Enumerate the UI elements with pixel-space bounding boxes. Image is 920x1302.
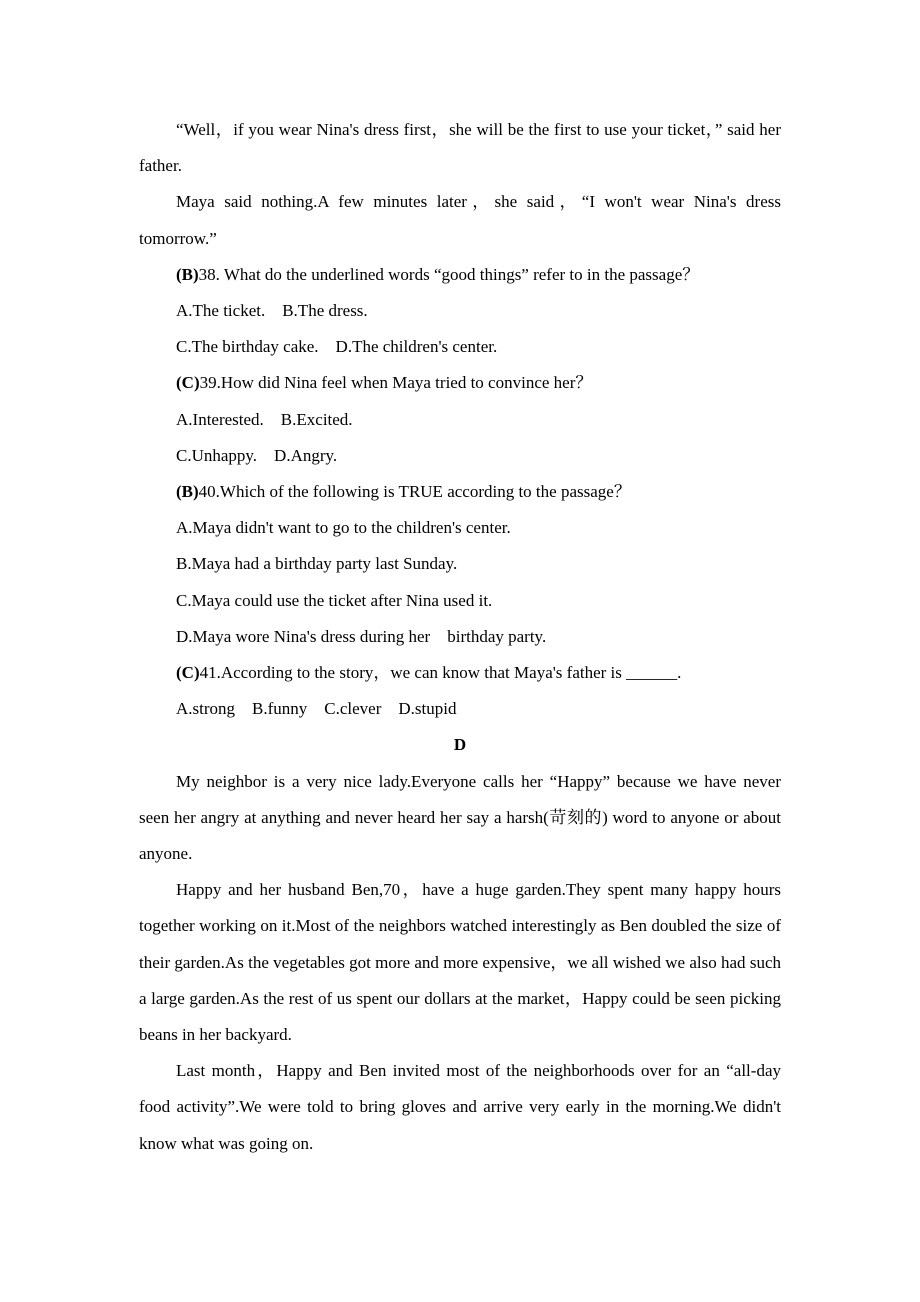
answer-key: (C): [176, 663, 200, 683]
story-paragraph: “Well，if you wear Nina's dress first，she will be the first to use your ticket，” said her father.: [139, 120, 781, 176]
question-text: 41.According to the story，we can know that Maya's father is ______.: [199, 663, 682, 683]
option-line: A.strong B.funny C.clever D.stupid: [176, 699, 457, 719]
passage-paragraph: Last month，Happy and Ben invited most of the neighborhoods over for an “all-day food activity”.We were told to bring gloves and arrive very early in the morning.We didn't know what was going on.: [139, 1061, 781, 1153]
option-line: D.Maya wore Nina's dress during her birthday party.: [176, 626, 547, 646]
answer-key: (C): [176, 373, 200, 393]
question-stem: [139, 257, 781, 293]
question-text: 39.How did Nina feel when Maya tried to convince her？: [199, 373, 593, 393]
question-38: [139, 257, 781, 366]
option-line: C.Maya could use the ticket after Nina used it.: [176, 590, 493, 610]
question-stem: [139, 474, 781, 510]
option-line: C.Unhappy. D.Angry.: [176, 445, 338, 465]
option-line: B.Maya had a birthday party last Sunday.: [176, 554, 458, 574]
option-line: A.Interested. B.Excited.: [176, 409, 353, 429]
question-stem: [139, 655, 781, 691]
answer-key: (B): [176, 482, 199, 502]
passage-paragraph: My neighbor is a very nice lady.Everyone calls her “Happy” because we have never seen her angry at anything and never heard her say a harsh(苛刻的) word to anyone or about anyone.: [139, 771, 781, 864]
passage-paragraph: Happy and her husband Ben,70，have a huge garden.They spent many happy hours together working on it.Most of the neighbors watched interestingly as Ben doubled the size of their garden.As the vegetables got more and more expensive，we all wished we also had such a large garden.As the rest of us spent our dollars at the market，Happy could be seen picking beans in her backyard.: [139, 880, 781, 1045]
option-line: A.Maya didn't want to go to the children's center.: [176, 518, 511, 538]
section-heading: D: [453, 735, 467, 755]
answer-key: (B): [176, 264, 199, 284]
document-page: [139, 112, 781, 1162]
story-paragraph: Maya said nothing.A few minutes later，she said，“I won't wear Nina's dress tomorrow.”: [139, 192, 781, 248]
question-40: [139, 474, 781, 655]
question-39: [139, 365, 781, 474]
question-text: 38. What do the underlined words “good things” refer to in the passage？: [198, 264, 700, 284]
question-text: 40.Which of the following is TRUE according to the passage？: [198, 482, 631, 502]
question-stem: [139, 365, 781, 401]
option-line: A.The ticket. B.The dress.: [176, 301, 368, 321]
question-41: [139, 655, 781, 727]
option-line: C.The birthday cake. D.The children's center.: [176, 337, 498, 357]
